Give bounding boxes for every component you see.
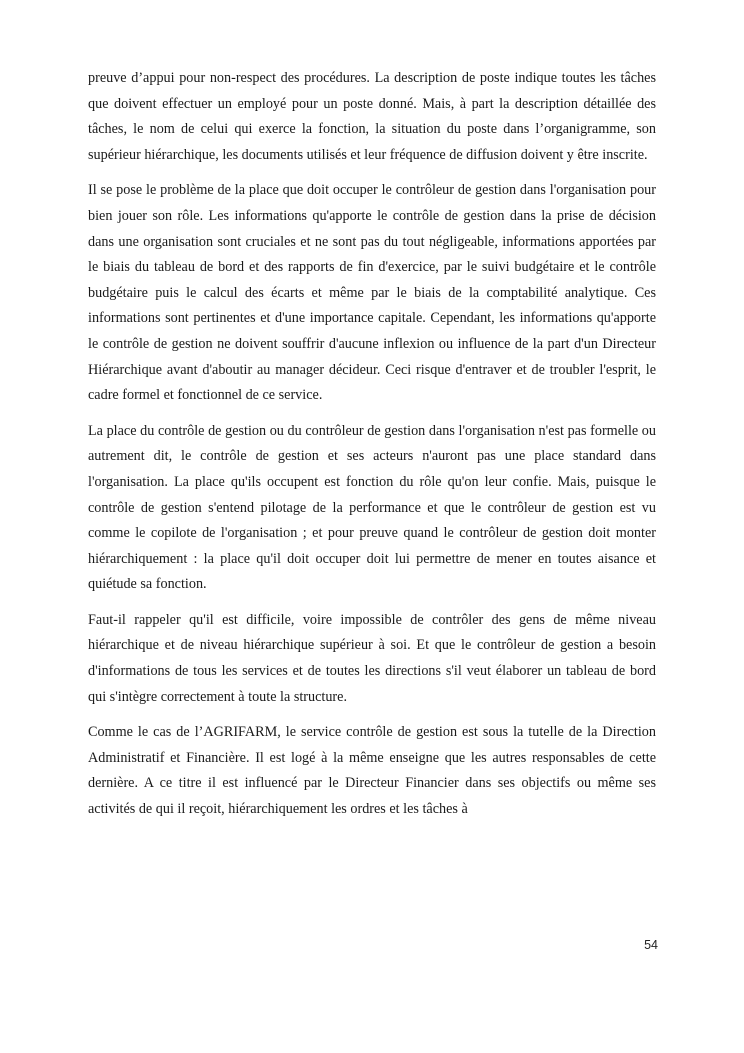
paragraph-agrifarm: Comme le cas de l’AGRIFARM, le service contrôle de gestion est sous la tutelle de la Direction Administratif et Financière. Il est logé à la même enseigne que les autres responsables de cette dernière. A ce titre il est influencé par le Directeur Financier dans ses objectifs ou même ses activités de qui il reçoit, hiérarchiquement les ordres et les tâches à — [88, 724, 656, 818]
page-number: 54 — [644, 938, 658, 952]
paragraph-hierarchy: Faut-il rappeler qu'il est difficile, voire impossible de contrôler des gens de même niveau hiérarchique et de niveau hiérarchique supérieur à soi. Et que le contrôleur de gestion a besoin d'informations de tous les services et de toutes les directions s'il veut élaborer un tableau de bord qui s'intègre correctement à toute la structure. — [88, 611, 656, 705]
paragraph-procedures: preuve d’appui pour non-respect des procédures. La description de poste indique toutes les tâches que doivent effectuer un employé pour un poste donné. Mais, à part la description détaillée des tâches, le nom de celui qui exerce la fonction, la situation du poste dans l’organigramme, son supérieur hiérarchique, les documents utilisés et leur fréquence de diffusion doivent y être inscrite. — [88, 70, 656, 163]
paragraph-formal-place: La place du contrôle de gestion ou du contrôleur de gestion dans l'organisation n'est pas formelle ou autrement dit, le contrôle de gestion et ses acteurs n'auront pas une place standard dans l'organisation. La place qu'ils occupent est fonction du rôle qu'on leur confie. Mais, puisque le contrôle de gestion s'entend pilotage de la performance et que le contrôleur de gestion est vu comme le copilote de l'organisation ; et pour preuve quand le contrôleur de gestion doit monter hiérarchiquement : la place qu'il doit occuper doit lui permettre de mener en toutes aisance et quiétude sa fonction. — [88, 422, 656, 593]
body-text — [88, 66, 656, 833]
paragraph-controller-place: Il se pose le problème de la place que doit occuper le contrôleur de gestion dans l'organisation pour bien jouer son rôle. Les informations qu'apporte le contrôle de gestion dans la prise de décision dans une organisation sont cruciales et ne sont pas du tout négligeable, informations apportées par le biais du tableau de bord et des rapports de fin d'exercice, par le suivi budgétaire et le contrôle budgétaire puis le calcul des écarts et même par le biais de la comptabilité analytique. Ces informations sont pertinentes et d'une importance capitale. Cependant, les informations qu'apporte le contrôle de gestion ne doivent souffrir d'aucune inflexion ou influence de la part d'un Directeur Hiérarchique avant d'aboutir au manager décideur. Ceci risque d'entraver et de troubler l'esprit, le cadre formel et fonctionnel de ce service. — [88, 182, 656, 404]
